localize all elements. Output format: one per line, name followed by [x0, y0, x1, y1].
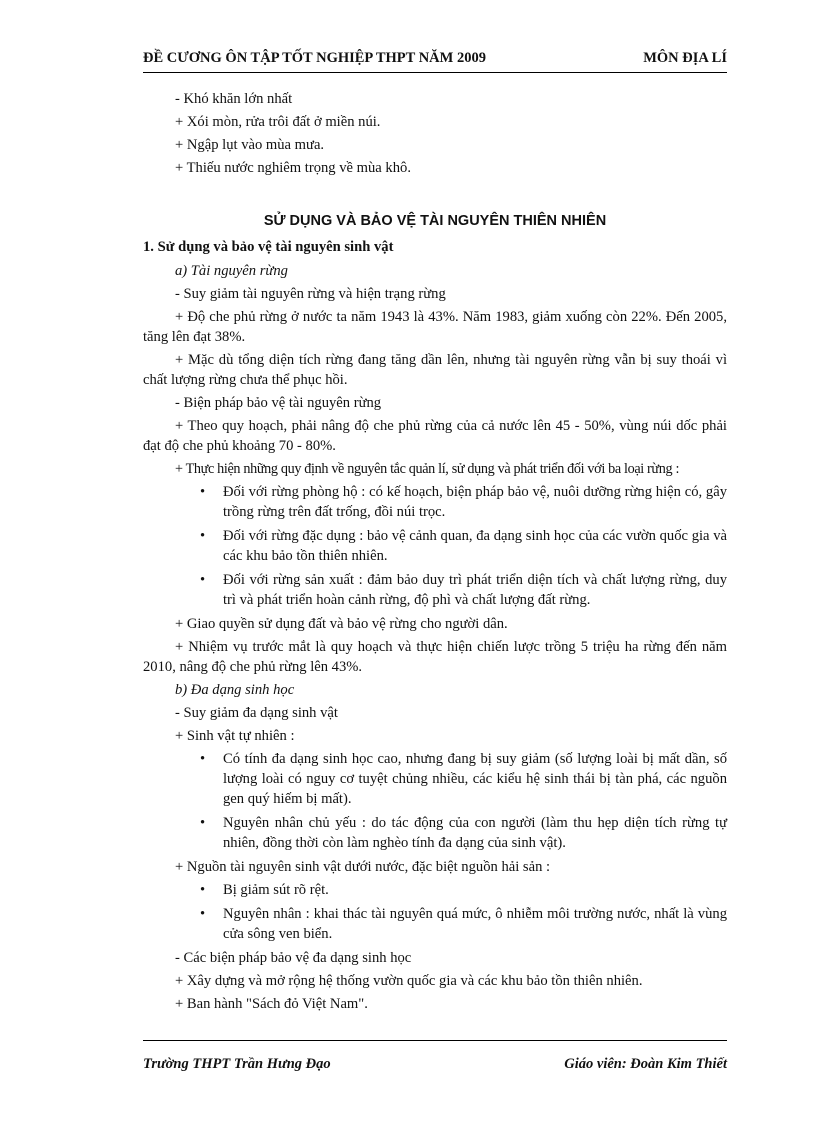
text-line: + Độ che phủ rừng ở nước ta năm 1943 là 43%. Năm 1983, giảm xuống còn 22%. Đến 2005, tăng lên đạt 38%.	[143, 309, 727, 345]
text-line: + Ngập lụt vào mùa mưa.	[175, 137, 325, 153]
text-line: + Giao quyền sử dụng đất và bảo vệ rừng cho người dân.	[175, 616, 508, 632]
list-item: • Đối với rừng đặc dụng : bảo vệ cảnh quan, đa dạng sinh học của các vườn quốc gia và các khu bảo tồn thiên nhiên.	[200, 528, 727, 564]
header-title: ĐỀ CƯƠNG ÔN TẬP TỐT NGHIỆP THPT NĂM 2009	[143, 50, 486, 66]
text-line: + Thiếu nước nghiêm trọng về mùa khô.	[175, 160, 411, 176]
text-line: + Ban hành "Sách đỏ Việt Nam".	[175, 996, 368, 1012]
bullet-icon: •	[200, 815, 206, 831]
list-item: • Nguyên nhân chủ yếu : do tác động của con người (làm thu hẹp diện tích rừng tự nhiên, đồng thời còn làm nghèo tính đa dạng của sinh vật).	[200, 815, 727, 851]
header-divider	[143, 72, 727, 73]
text-line: - Suy giảm đa dạng sinh vật	[175, 705, 338, 721]
footer-school: Trường THPT Trần Hưng Đạo	[143, 1056, 331, 1072]
list-item: • Đối với rừng sản xuất : đảm bảo duy trì phát triển diện tích và chất lượng rừng, duy trì và phát triển hoàn cảnh rừng, độ phì và chất lượng đất rừng.	[200, 572, 727, 608]
text-line: + Mặc dù tổng diện tích rừng đang tăng dần lên, nhưng tài nguyên rừng vẫn bị suy thoái vì chất lượng rừng chưa thể phục hồi.	[143, 352, 727, 388]
text-line: - Khó khăn lớn nhất	[175, 91, 293, 107]
header-subject: MÔN ĐỊA LÍ	[643, 50, 727, 66]
subsection-title: 1. Sử dụng và bảo vệ tài nguyên sinh vật	[143, 239, 394, 255]
text-line: + Nhiệm vụ trước mắt là quy hoạch và thực hiện chiến lược trồng 5 triệu ha rừng đến năm 2010, nâng độ che phủ rừng lên 43%.	[143, 639, 727, 675]
bullet-icon: •	[200, 528, 206, 544]
text-line: + Theo quy hoạch, phải nâng độ che phủ rừng của cả nước lên 45 - 50%, vùng núi dốc phải đạt độ che phủ khoảng 70 - 80%.	[143, 418, 727, 454]
footer-teacher: Giáo viên: Đoàn Kim Thiết	[564, 1056, 727, 1072]
list-item: • Nguyên nhân : khai thác tài nguyên quá mức, ô nhiễm môi trường nước, nhất là vùng cửa sông ven biển.	[200, 906, 727, 942]
document-body	[143, 89, 727, 1017]
text-line: + Thực hiện những quy định về nguyên tắc quản lí, sử dụng và phát triển đối với ba loại rừng :	[175, 461, 680, 477]
page-header	[143, 50, 727, 70]
text-line: - Các biện pháp bảo vệ đa dạng sinh học	[175, 950, 412, 966]
section-heading: SỬ DỤNG VÀ BẢO VỆ TÀI NGUYÊN THIÊN NHIÊN	[263, 213, 607, 229]
text-line: + Xây dựng và mở rộng hệ thống vườn quốc gia và các khu bảo tồn thiên nhiên.	[175, 973, 643, 989]
text-line: + Xói mòn, rửa trôi đất ở miền núi.	[175, 114, 381, 130]
bullet-icon: •	[200, 572, 206, 588]
text-line: - Biện pháp bảo vệ tài nguyên rừng	[175, 395, 382, 411]
bullet-icon: •	[200, 751, 206, 767]
footer-divider	[143, 1040, 727, 1041]
bullet-list	[143, 749, 727, 853]
list-item: • Đối với rừng phòng hộ : có kế hoạch, biện pháp bảo vệ, nuôi dưỡng rừng hiện có, gây trồng rừng trên đất trống, đồi núi trọc.	[200, 484, 727, 520]
subsection-b-title: b) Đa dạng sinh học	[175, 682, 295, 698]
bullet-list	[143, 482, 727, 610]
text-line: + Sinh vật tự nhiên :	[175, 728, 295, 744]
text-line: + Nguồn tài nguyên sinh vật dưới nước, đặc biệt nguồn hải sản :	[175, 859, 551, 875]
bullet-icon: •	[200, 882, 206, 898]
list-item: • Có tính đa dạng sinh học cao, nhưng đang bị suy giảm (số lượng loài bị mất dần, số lượng loài có nguy cơ tuyệt chủng nhiều, các kiểu hệ sinh thái bị tàn phá, các nguồn gen quý hiếm bị mất).	[200, 751, 727, 807]
list-item: • Bị giảm sút rõ rệt.	[200, 882, 329, 898]
subsection-a-title: a) Tài nguyên rừng	[175, 263, 288, 279]
bullet-icon: •	[200, 484, 206, 500]
bullet-icon: •	[200, 906, 206, 922]
text-line: - Suy giảm tài nguyên rừng và hiện trạng rừng	[175, 286, 446, 302]
bullet-list	[143, 880, 727, 944]
